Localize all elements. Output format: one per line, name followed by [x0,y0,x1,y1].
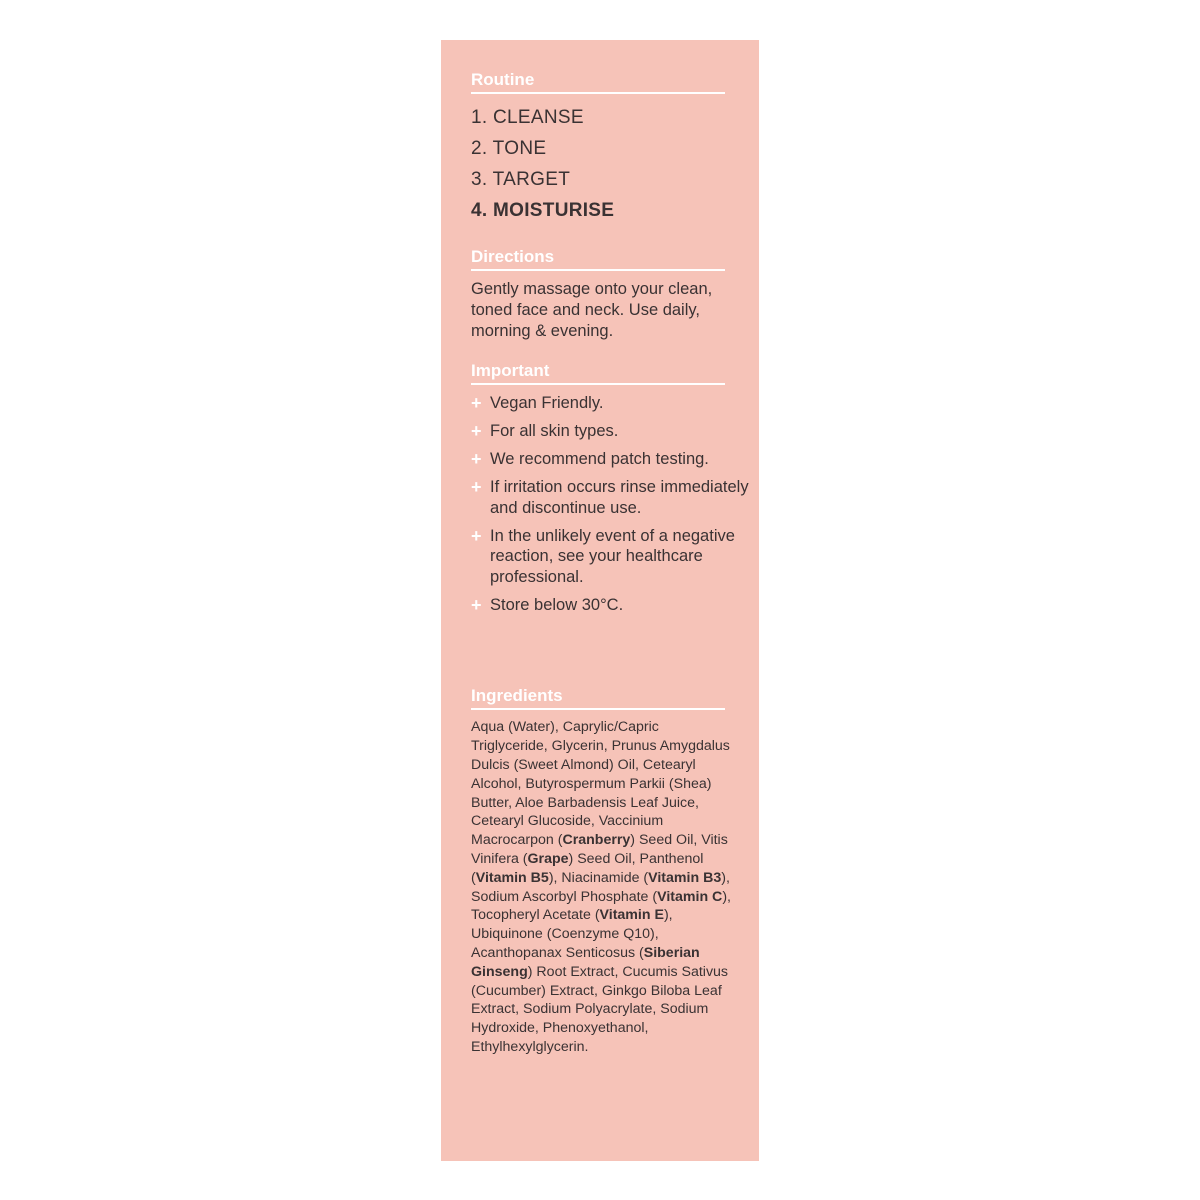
product-info-panel [441,40,759,1161]
important-item [471,393,740,414]
ingredients-segment: ), Tocopheryl Acetate ( [471,888,731,924]
ingredients-segment: Aqua (Water), Caprylic/Capric Triglyceride, Glycerin, Prunus Amygdalus Dulcis (Sweet Almond) Oil, Cetearyl Alcohol, Butyrospermum Parkii (Shea) Butter, Aloe Barbadensis Leaf Juice, Cetearyl Glucoside, Vaccinium Macrocarpon ( [471,719,730,849]
routine-step: 3. TARGET [471,169,571,190]
directions-text: Gently massage onto your clean, toned face and neck. Use daily, morning & evening. [471,280,713,340]
plus-icon: + [471,594,482,615]
important-item [471,421,740,442]
routine-step-highlighted: 4. MOISTURISE [471,200,615,221]
ingredients-segment-bold: Vitamin B5 [475,869,549,886]
routine-heading: Routine [471,70,725,94]
plus-icon: + [471,477,482,498]
important-list [471,393,749,615]
ingredients-segment: ), Niacinamide ( [548,869,649,886]
ingredients-segment-bold: Siberian Ginseng [471,944,700,980]
important-item [471,449,740,470]
ingredients-segment-bold: Vitamin C [657,888,723,905]
important-item-text: In the unlikely event of a negative reaction, see your healthcare professional. [490,526,735,586]
important-item [471,477,758,518]
ingredients-segment-bold: Cranberry [562,832,631,849]
important-item-text: Vegan Friendly. [490,394,604,413]
plus-icon: + [471,421,482,442]
ingredients-segment-bold: Vitamin E [599,907,664,924]
ingredients-segment: ), Sodium Ascorbyl Phosphate ( [471,869,730,905]
ingredients-text [471,718,733,1056]
plus-icon: + [471,525,482,546]
ingredients-segment-bold: Vitamin B3 [648,869,722,886]
directions-heading: Directions [471,247,725,271]
routine-list [471,102,725,226]
ingredients-heading: Ingredients [471,686,725,710]
ingredients-segment: ) Seed Oil, Vitis Vinifera ( [471,832,728,867]
ingredients-segment-bold: Grape [527,850,569,867]
routine-step: 1. CLEANSE [471,107,584,128]
plus-icon: + [471,393,482,414]
plus-icon: + [471,449,482,470]
important-item [471,595,740,616]
important-item-text: Store below 30°C. [490,595,624,614]
routine-step: 2. TONE [471,138,547,159]
important-item-text: If irritation occurs rinse immediately and discontinue use. [490,478,749,517]
important-item [471,526,740,588]
ingredients-segment: ) Seed Oil, Panthenol ( [471,850,704,886]
important-item-text: For all skin types. [490,422,619,441]
important-heading: Important [471,361,725,385]
ingredients-segment: ) Root Extract, Cucumis Sativus (Cucumber) Extract, Ginkgo Biloba Leaf Extract, Sodium Polyacrylate, Sodium Hydroxide, Phenoxyethanol, Ethylhexylglycerin. [471,963,729,1055]
ingredients-segment: ), Ubiquinone (Coenzyme Q10), Acanthopanax Senticosus ( [471,907,673,961]
important-item-text: We recommend patch testing. [490,450,709,469]
